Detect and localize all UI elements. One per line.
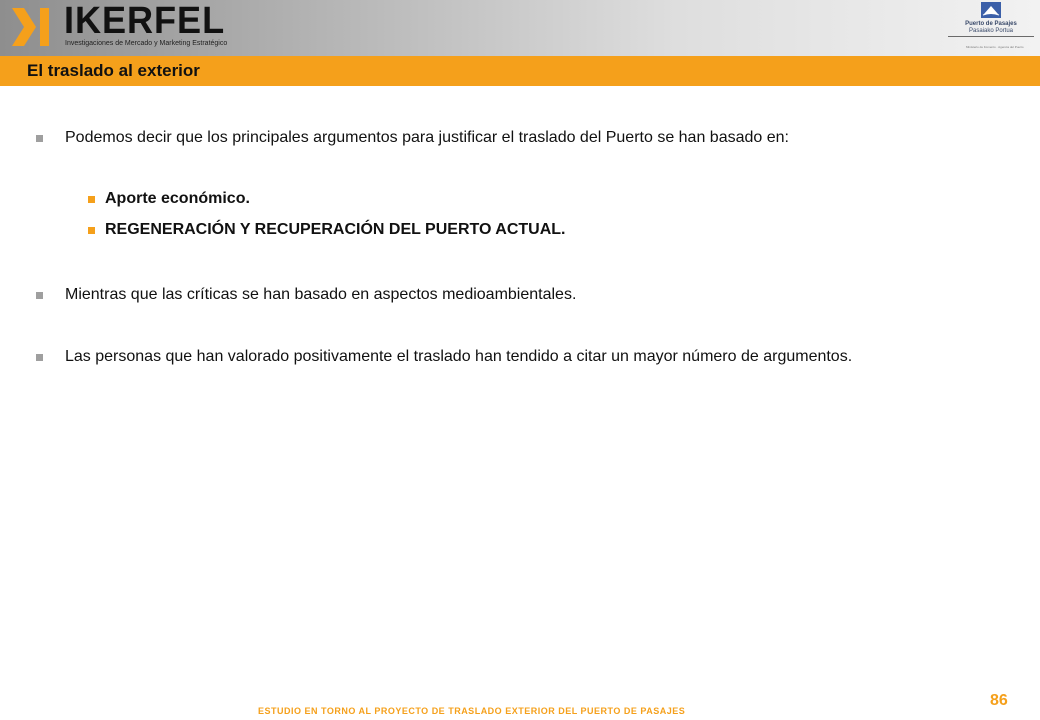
port-logo: [946, 0, 1036, 56]
port-name-basque: Pasaiako Portua: [968, 28, 1014, 34]
sub-bullet-text: REGENERACIÓN Y RECUPERACIÓN DEL PUERTO ACTUAL.: [105, 221, 566, 238]
logo-tagline: Investigaciones de Mercado y Marketing Estratégico: [65, 40, 228, 47]
bullet-point-text: Podemos decir que los principales argumentos para justificar el traslado del Puerto se han basado en:: [65, 129, 789, 146]
page-number: 86: [990, 692, 1008, 709]
bullet-icon: [36, 354, 43, 361]
bullet-icon: [36, 292, 43, 299]
sub-bullet-text: Aporte económico.: [105, 190, 250, 207]
sub-bullet-icon: [88, 227, 95, 234]
ikerfel-logo-name: IKERFEL: [64, 0, 226, 42]
footer-study-title: ESTUDIO EN TORNO AL PROYECTO DE TRASLADO EXTERIOR DEL PUERTO DE PASAJES: [258, 706, 686, 716]
sub-bullet-icon: [88, 196, 95, 203]
ikerfel-logo-icon: [10, 6, 60, 48]
port-logo-divider: [948, 36, 1034, 37]
bullet-point-text: Mientras que las críticas se han basado en aspectos medioambientales.: [65, 286, 577, 303]
port-logo-subtext: Ministerio de Fomento · Agencia del Puerto: [966, 45, 1024, 49]
port-name-spanish: Puerto de Pasajes: [965, 21, 1017, 27]
slide-title: El traslado al exterior: [27, 61, 200, 80]
header-bar: [0, 0, 1040, 56]
bullet-point-text: Las personas que han valorado positivamente el traslado han tendido a citar un mayor número de argumentos.: [65, 348, 853, 365]
port-emblem-icon: [981, 2, 1001, 18]
bullet-icon: [36, 135, 43, 142]
